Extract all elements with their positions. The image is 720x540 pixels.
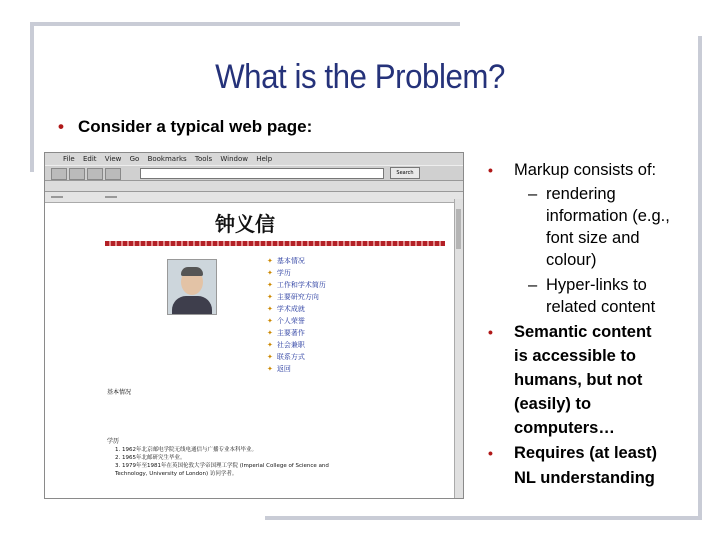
bullet-icon: •	[488, 162, 493, 178]
page-nav-item: ✦ 学术成就	[267, 305, 305, 313]
markup-bullet	[488, 157, 710, 183]
reload-button-icon	[87, 168, 103, 180]
star-icon: ✦	[267, 365, 273, 373]
browser-toolbar	[45, 165, 463, 181]
menu-bookmarks: Bookmarks	[147, 155, 187, 163]
browser-tab	[51, 196, 63, 198]
section-heading-education: 学历	[107, 438, 120, 445]
star-icon: ✦	[267, 305, 273, 313]
section-heading-basic: 基本情况	[107, 389, 132, 396]
right-bullet-column	[488, 157, 710, 491]
page-scrollbar	[454, 199, 463, 498]
page-nav-item: ✦ 返回	[267, 365, 291, 373]
dash-icon: –	[528, 185, 538, 203]
bottom-decor-bar	[265, 516, 702, 520]
menu-file: File	[63, 155, 75, 163]
menu-tools: Tools	[194, 155, 213, 163]
address-bar	[140, 168, 384, 179]
markup-subitem-hyperlinks: – Hyper-links to related content	[528, 276, 656, 316]
star-icon: ✦	[267, 293, 273, 301]
page-heading: 钟义信	[215, 212, 275, 236]
portrait-photo	[167, 259, 217, 315]
basic-info-text	[107, 397, 407, 411]
menu-edit: Edit	[82, 155, 97, 163]
page-nav-item: ✦ 基本情况	[267, 257, 305, 265]
semantic-bullet: • Semantic content is accessible to humans, but not (easily) to computers…	[488, 320, 710, 440]
page-nav-item: ✦ 个人荣誉	[267, 317, 305, 325]
decorative-band	[105, 241, 445, 246]
stop-button-icon	[105, 168, 121, 180]
intro-bullet	[58, 117, 312, 137]
page-nav-item: ✦ 工作和学术简历	[267, 281, 326, 289]
markup-heading: Markup consists of:	[514, 161, 657, 179]
page-nav-item: ✦ 社会兼职	[267, 341, 305, 349]
education-list: 1. 1962年北京邮电学院无线电通信与广播专业本科毕业。 2. 1965年北邮研究生毕业。 3. 1979年至1981年在英国伦敦大学帝国理工学院 (Imperial College of Science and Technology, University of London) 访问学者。	[115, 447, 329, 477]
forward-button-icon	[69, 168, 85, 180]
menu-help: Help	[256, 155, 273, 163]
star-icon: ✦	[267, 281, 273, 289]
star-icon: ✦	[267, 269, 273, 277]
bullet-icon: •	[488, 445, 493, 461]
markup-subitem-rendering: – rendering information (e.g., font size and colour)	[528, 185, 670, 269]
star-icon: ✦	[267, 329, 273, 337]
menu-view: View	[104, 155, 122, 163]
page-nav-list	[267, 255, 326, 375]
web-page-screenshot	[44, 152, 464, 499]
bullet-icon: •	[488, 324, 493, 340]
browser-tab-bar	[45, 192, 463, 203]
browser-search-button: Search	[390, 167, 420, 179]
menu-window: Window	[220, 155, 248, 163]
page-nav-item: ✦ 学历	[267, 269, 291, 277]
page-nav-item: ✦ 主要研究方向	[267, 293, 319, 301]
scrollbar-thumb	[456, 209, 461, 249]
star-icon: ✦	[267, 317, 273, 325]
top-decor-bar	[30, 22, 460, 26]
dash-icon: –	[528, 276, 538, 294]
menu-go: Go	[129, 155, 140, 163]
star-icon: ✦	[267, 341, 273, 349]
page-nav-item: ✦ 联系方式	[267, 353, 305, 361]
browser-menubar	[45, 153, 463, 165]
bookmarks-bar	[45, 181, 463, 192]
intro-bullet-text: Consider a typical web page:	[77, 117, 313, 136]
nl-bullet: • Requires (at least) NL understanding	[488, 441, 710, 491]
star-icon: ✦	[267, 257, 273, 265]
browser-tab	[105, 196, 117, 198]
bullet-icon: •	[58, 117, 64, 136]
page-nav-item: ✦ 主要著作	[267, 329, 305, 337]
back-button-icon	[51, 168, 67, 180]
star-icon: ✦	[267, 353, 273, 361]
left-decor-bar	[30, 22, 34, 172]
slide-title: What is the Problem?	[215, 58, 505, 96]
